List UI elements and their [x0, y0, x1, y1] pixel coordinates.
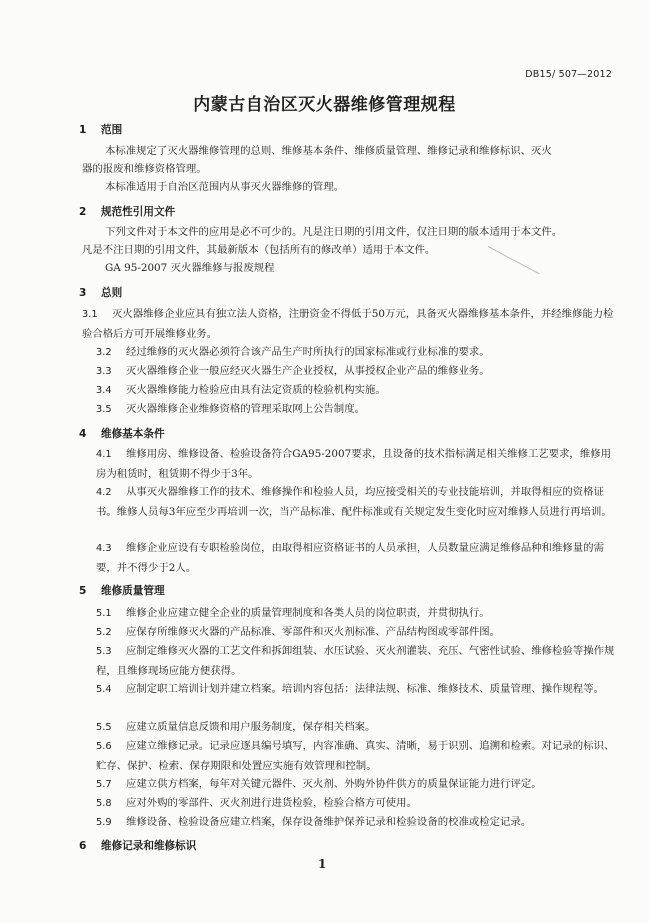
paragraph: 下列文件对于本文件的应用是必不可少的。凡是注日期的引用文件，仅注日期的版本适用于本文件。	[105, 226, 563, 238]
clause-3-3: 3.3 灭火器维修企业一般应经灭火器生产企业授权，从事授权企业产品的维修业务。	[96, 365, 490, 377]
section-heading-4: 4 维修基本条件	[79, 428, 165, 440]
clause-5-9: 5.9 维修设备、检验设备应建立档案，保存设备维护保养记录和检验设备的校准或检定记录。	[96, 816, 532, 828]
section-heading-5: 5 维修质量管理	[79, 585, 165, 597]
clause-5-8: 5.8 应对外购的零部件、灭火剂进行进货检验，检验合格方可使用。	[96, 797, 417, 809]
paragraph: 本标准适用于自治区范围内从事灭火器维修的管理。	[105, 181, 344, 193]
clause-5-6: 5.6 应建立维修记录。记录应逐具编号填写，内容准确、真实、清晰，易于识别、追溯和检索。对记录的标识、贮存、保护、检索、保存期限和处置应实施有效管理和控制。	[96, 740, 615, 772]
document-code: DB15/ 507—2012	[525, 69, 612, 80]
paragraph: 凡是不注日期的引用文件，其最新版本（包括所有的修改单）适用于本文件。	[82, 244, 436, 256]
clause-4-3: 4.3 维修企业应设有专职检验岗位，由取得相应资格证书的人员承担，人员数量应满足维修品种和维修量的需要，并不得少于2人。	[96, 542, 604, 574]
clause-3-4: 3.4 灭火器维修能力检验应由具有法定资质的检验机构实施。	[96, 384, 386, 396]
paragraph: 器的报废和维修资格管理。	[82, 163, 207, 175]
section-heading-3: 3 总则	[79, 287, 123, 299]
document-title: 内蒙古自治区灭火器维修管理规程	[193, 95, 456, 115]
clause-3-5: 3.5 灭火器维修企业维修资格的管理采取网上公告制度。	[96, 403, 365, 415]
clause-5-5: 5.5 应建立质量信息反馈和用户服务制度，保存相关档案。	[96, 721, 376, 733]
reference-item: GA 95-2007 灭火器维修与报废规程	[105, 262, 275, 274]
section-heading-2: 2 规范性引用文件	[79, 206, 176, 218]
paragraph: 本标准规定了灭火器维修管理的总则、维修基本条件、维修质量管理、维修记录和维修标识、灭火	[105, 145, 552, 157]
clause-5-4: 5.4 应制定职工培训计划并建立档案。培训内容包括：法律法规、标准、维修技术、质量管理、操作规程等。	[96, 683, 604, 695]
clause-3-1: 3.1 灭火器维修企业应具有独立法人资格，注册资金不得低于50万元，具备灭火器维修基本条件，并经维修能力检验合格后方可开展维修业务。	[82, 308, 614, 340]
clause-3-2: 3.2 经过维修的灭火器必须符合该产品生产时所执行的国家标准或行业标准的要求。	[96, 346, 490, 358]
clause-4-2: 4.2 从事灭火器维修工作的技术、维修操作和检验人员，均应接受相关的专业技能培训，并取得相应的资格证书。维修人员每3年应至少再培训一次，当产品标准、配件标准或有关规定发生变化时应对维修人员进行再培训。	[96, 486, 612, 518]
clause-5-7: 5.7 应建立供方档案，每年对关键元器件、灭火剂、外购外协件供方的质量保证能力进行评定。	[96, 778, 542, 790]
page-number: 1	[318, 857, 327, 871]
clause-4-1: 4.1 维修用房、维修设备、检验设备符合GA95-2007要求，且设备的技术指标满足相关维修工艺要求，维修用房为租赁时，租赁期不得少于3年。	[96, 448, 611, 480]
section-heading-1: 1 范围	[79, 124, 123, 136]
section-heading-6: 6 维修记录和维修标识	[79, 840, 197, 852]
clause-5-1: 5.1 维修企业应建立健全企业的质量管理制度和各类人员的岗位职责，并贯彻执行。	[96, 607, 490, 619]
clause-5-3: 5.3 应制定维修灭火器的工艺文件和拆卸组装、水压试验、灭火剂灌装、充压、气密性试验、维修检验等操作规程，且维修现场应能方便获得。	[96, 645, 615, 677]
clause-5-2: 5.2 应保存所维修灭火器的产品标准、零部件和灭火剂标准、产品结构图或零部件图。	[96, 626, 501, 638]
